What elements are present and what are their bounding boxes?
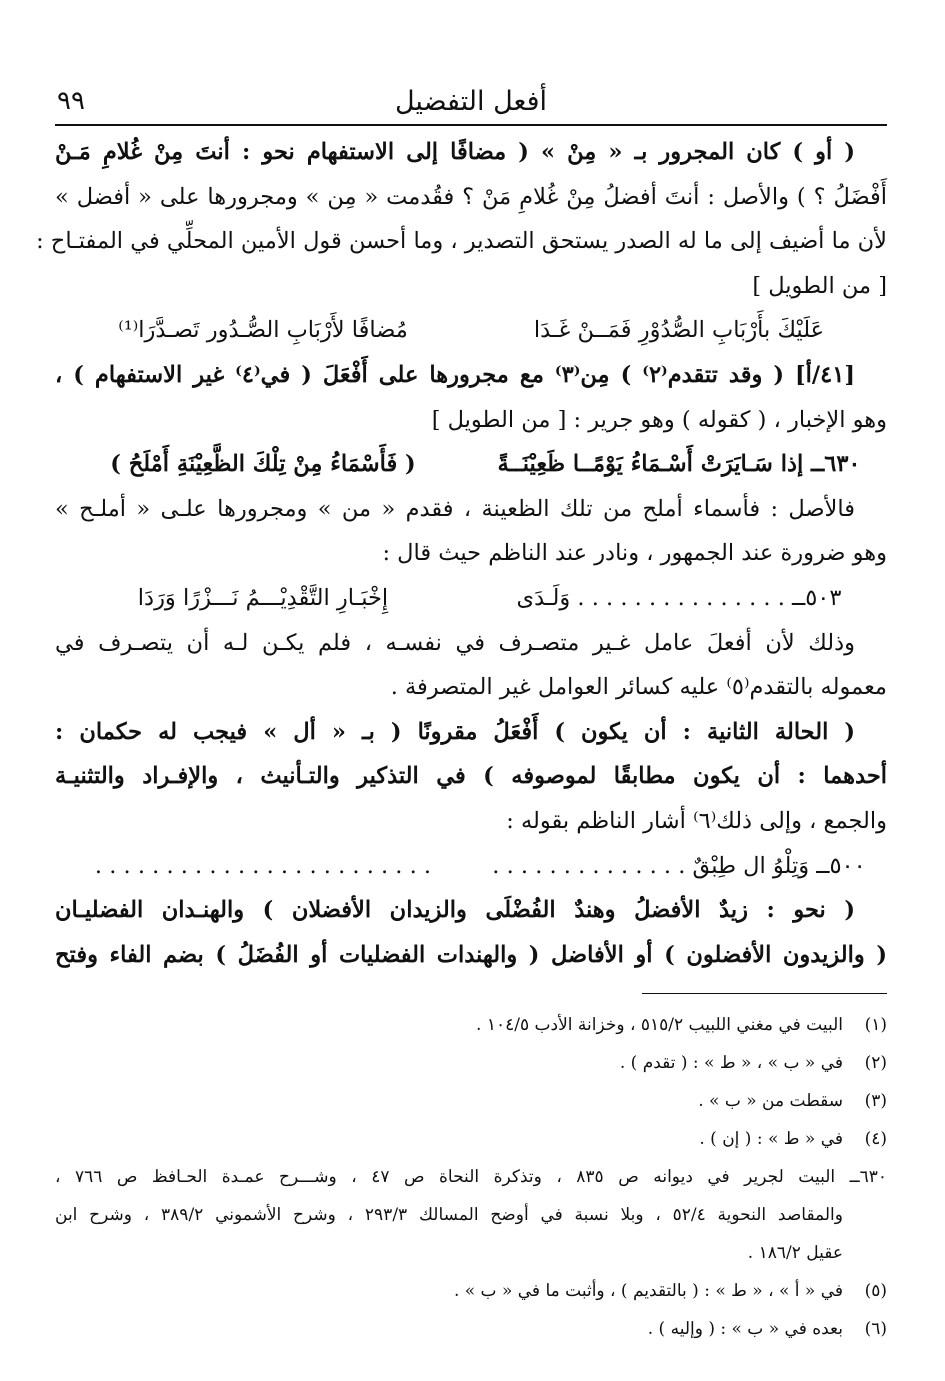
verse-second-hemistich: ( فَأَسْمَاءُ مِنْ تِلْكَ الظَّعِيْنَةِ أَمْلَحُ ) — [110, 451, 416, 478]
footnote-text: البيت في مغني اللبيب ٥١٥/٢ ، وخزانة الأدب ١٠٤/٥ . — [476, 1015, 843, 1036]
verse-second-hemistich: . . . . . . . . . . . . . . . . . . . . . . . . — [94, 852, 432, 879]
footnote-number: (٢) — [864, 1053, 887, 1074]
page-header — [55, 82, 887, 126]
verse-second-hemistich: إِخْبَـارِ التَّقْدِيْـــمُ نَـــزْرًا وَرَدَا — [137, 584, 389, 611]
footnote-630-line: ٦٣٠ــ البيت لجرير في ديوانه ص ٨٣٥ ، وتذكرة النحاة ص ٤٧ ، وشـــرح عمـدة الحـافظ ص ٧٦٦ ، — [55, 1167, 888, 1188]
page-number: ٩٩ — [57, 86, 85, 116]
text-line: ( أو ) كان المجرور بـ « مِنْ » ( مضافًا إلى الاستفهام نحو : أنتَ مِنْ غُلامِ مَـنْ — [55, 139, 855, 165]
text-line: معموله بالتقدم⁽٥⁾ عليه كسائر العوامل غير المتصرفة . — [390, 674, 887, 701]
verse-line — [55, 308, 887, 353]
footnote — [55, 1082, 887, 1120]
footnotes — [55, 1006, 887, 1348]
running-title: أفعل التفضيل — [394, 86, 547, 117]
footnote-number: (٤) — [864, 1129, 887, 1150]
verse-first-hemistich: ٦٣٠ــ إذا سَـايَرَتْ أَسْـمَاءُ يَوْمًــا ظَعِيْنَــةً — [497, 451, 861, 478]
text-line: أحدهما : أن يكون مطابقًا لموصوفه ) في التذكير والتـأنيث ، والإفـراد والتثنيـة — [55, 763, 887, 790]
meter-label: [ من الطويل ] — [752, 272, 887, 299]
text-line: وهو الإخبار ، ( كقوله ) وهو جرير : [ من الطويل ] — [431, 406, 887, 433]
text-line: ( نحو : زيدٌ الأفضلُ وهندٌ الفُضْلَى والزيدان الأفضلان ) والهنـدان الفضليـان — [55, 897, 855, 924]
verse-first-hemistich: ٥٠٣ــ . . . . . . . . . . . . . . . وَلَـدَى — [516, 584, 842, 611]
text-line: والجمع ، وإلى ذلك⁽٦⁾ أشار الناظم بقوله : — [506, 807, 887, 834]
verse-first-hemistich: ٥٠٠ــ وَتِلْوُ ال طِبْقٌ . . . . . . . . . . . . . . — [492, 852, 866, 879]
text-line: أَفْضَلُ ؟ ) والأصل : أنتَ أفضلُ مِنْ غُلامِ مَنْ ؟ فقُدمت « مِن » ومجرورها على « أفضل » — [55, 183, 887, 210]
text-line: فالأصل : فأسماء أملح من تلك الظعينة ، فقدم « من » ومجرورها علـى « أملـح » — [55, 495, 855, 522]
verse-first-hemistich: عَلَيْكَ بأَرْبَابِ الصُّدُوْرِ فَمَــنْ غَـدَا — [533, 317, 825, 344]
footnote-text: بعده في « ب » : ( وإليه ) . — [647, 1319, 843, 1340]
text-line: [٤١/أ] ( وقد تتقدم⁽٢⁾ ) مِن⁽٣⁾ مع مجرورها على أَفْعَلَ ( في⁽٤⁾ غير الاستفهام ) ، — [55, 361, 855, 388]
text-line: لأن ما أضيف إلى ما له الصدر يستحق التصدير ، وما أحسن قول الأمين المحلِّي في المفتـاح : — [36, 228, 887, 255]
footnote-number: (١) — [864, 1015, 887, 1036]
footnote — [55, 1044, 887, 1082]
main-text — [36, 130, 887, 977]
text-line: ( والزيدون الأفضلون ) أو الأفاضل ( والهندات الفضليات أو الفُضَلُ ) بضم الفاء وفتح — [55, 941, 887, 968]
footnote-divider — [642, 993, 887, 994]
footnote-text: سقطت من « ب » . — [698, 1091, 843, 1112]
footnote-630-line: والمقاصد النحوية ٥٢/٤ ، وبلا نسبة في أوضح المسالك ٢٩٣/٣ ، وشرح الأشموني ٣٨٩/٢ ، وشرح ابن — [55, 1205, 843, 1226]
text-line: وهو ضرورة عند الجمهور ، ونادر عند الناظم حيث قال : — [382, 540, 887, 567]
book-page — [36, 82, 888, 1348]
verse-line — [55, 442, 887, 487]
footnote — [55, 1272, 887, 1310]
footnote — [55, 1006, 887, 1044]
footnote-text: في « ط » : ( إن ) . — [699, 1129, 843, 1150]
footnote-text: في « ب » ، « ط » : ( تقدم ) . — [619, 1053, 843, 1074]
footnote-number: (٥) — [864, 1281, 887, 1302]
verse-second-hemistich: مُضافًا لأَرْبَابِ الصُّـدُور تَصـدَّرَا⁽¹⁾ — [118, 317, 408, 344]
footnote-text: في « أ » ، « ط » : ( بالتقديم ) ، وأثبت ما في « ب » . — [453, 1281, 843, 1302]
verse-line — [55, 844, 887, 889]
footnote — [55, 1310, 887, 1348]
footnote-630-line: عقيل ١٨٦/٢ . — [747, 1243, 843, 1264]
footnote-number: (٦) — [864, 1319, 887, 1340]
footnote — [55, 1120, 887, 1158]
footnote-number: (٣) — [864, 1091, 887, 1112]
text-line: وذلك لأن أفعلَ عامل غـير متصـرف في نفسـه ، فلم يكـن لـه أن يتصـرف في — [55, 629, 855, 656]
text-line: ( الحالة الثانية : أن يكون ) أَفْعَلُ مقرونًا ( بـ « أل » فيجب له حكمان : — [55, 718, 855, 745]
verse-line — [55, 576, 887, 621]
